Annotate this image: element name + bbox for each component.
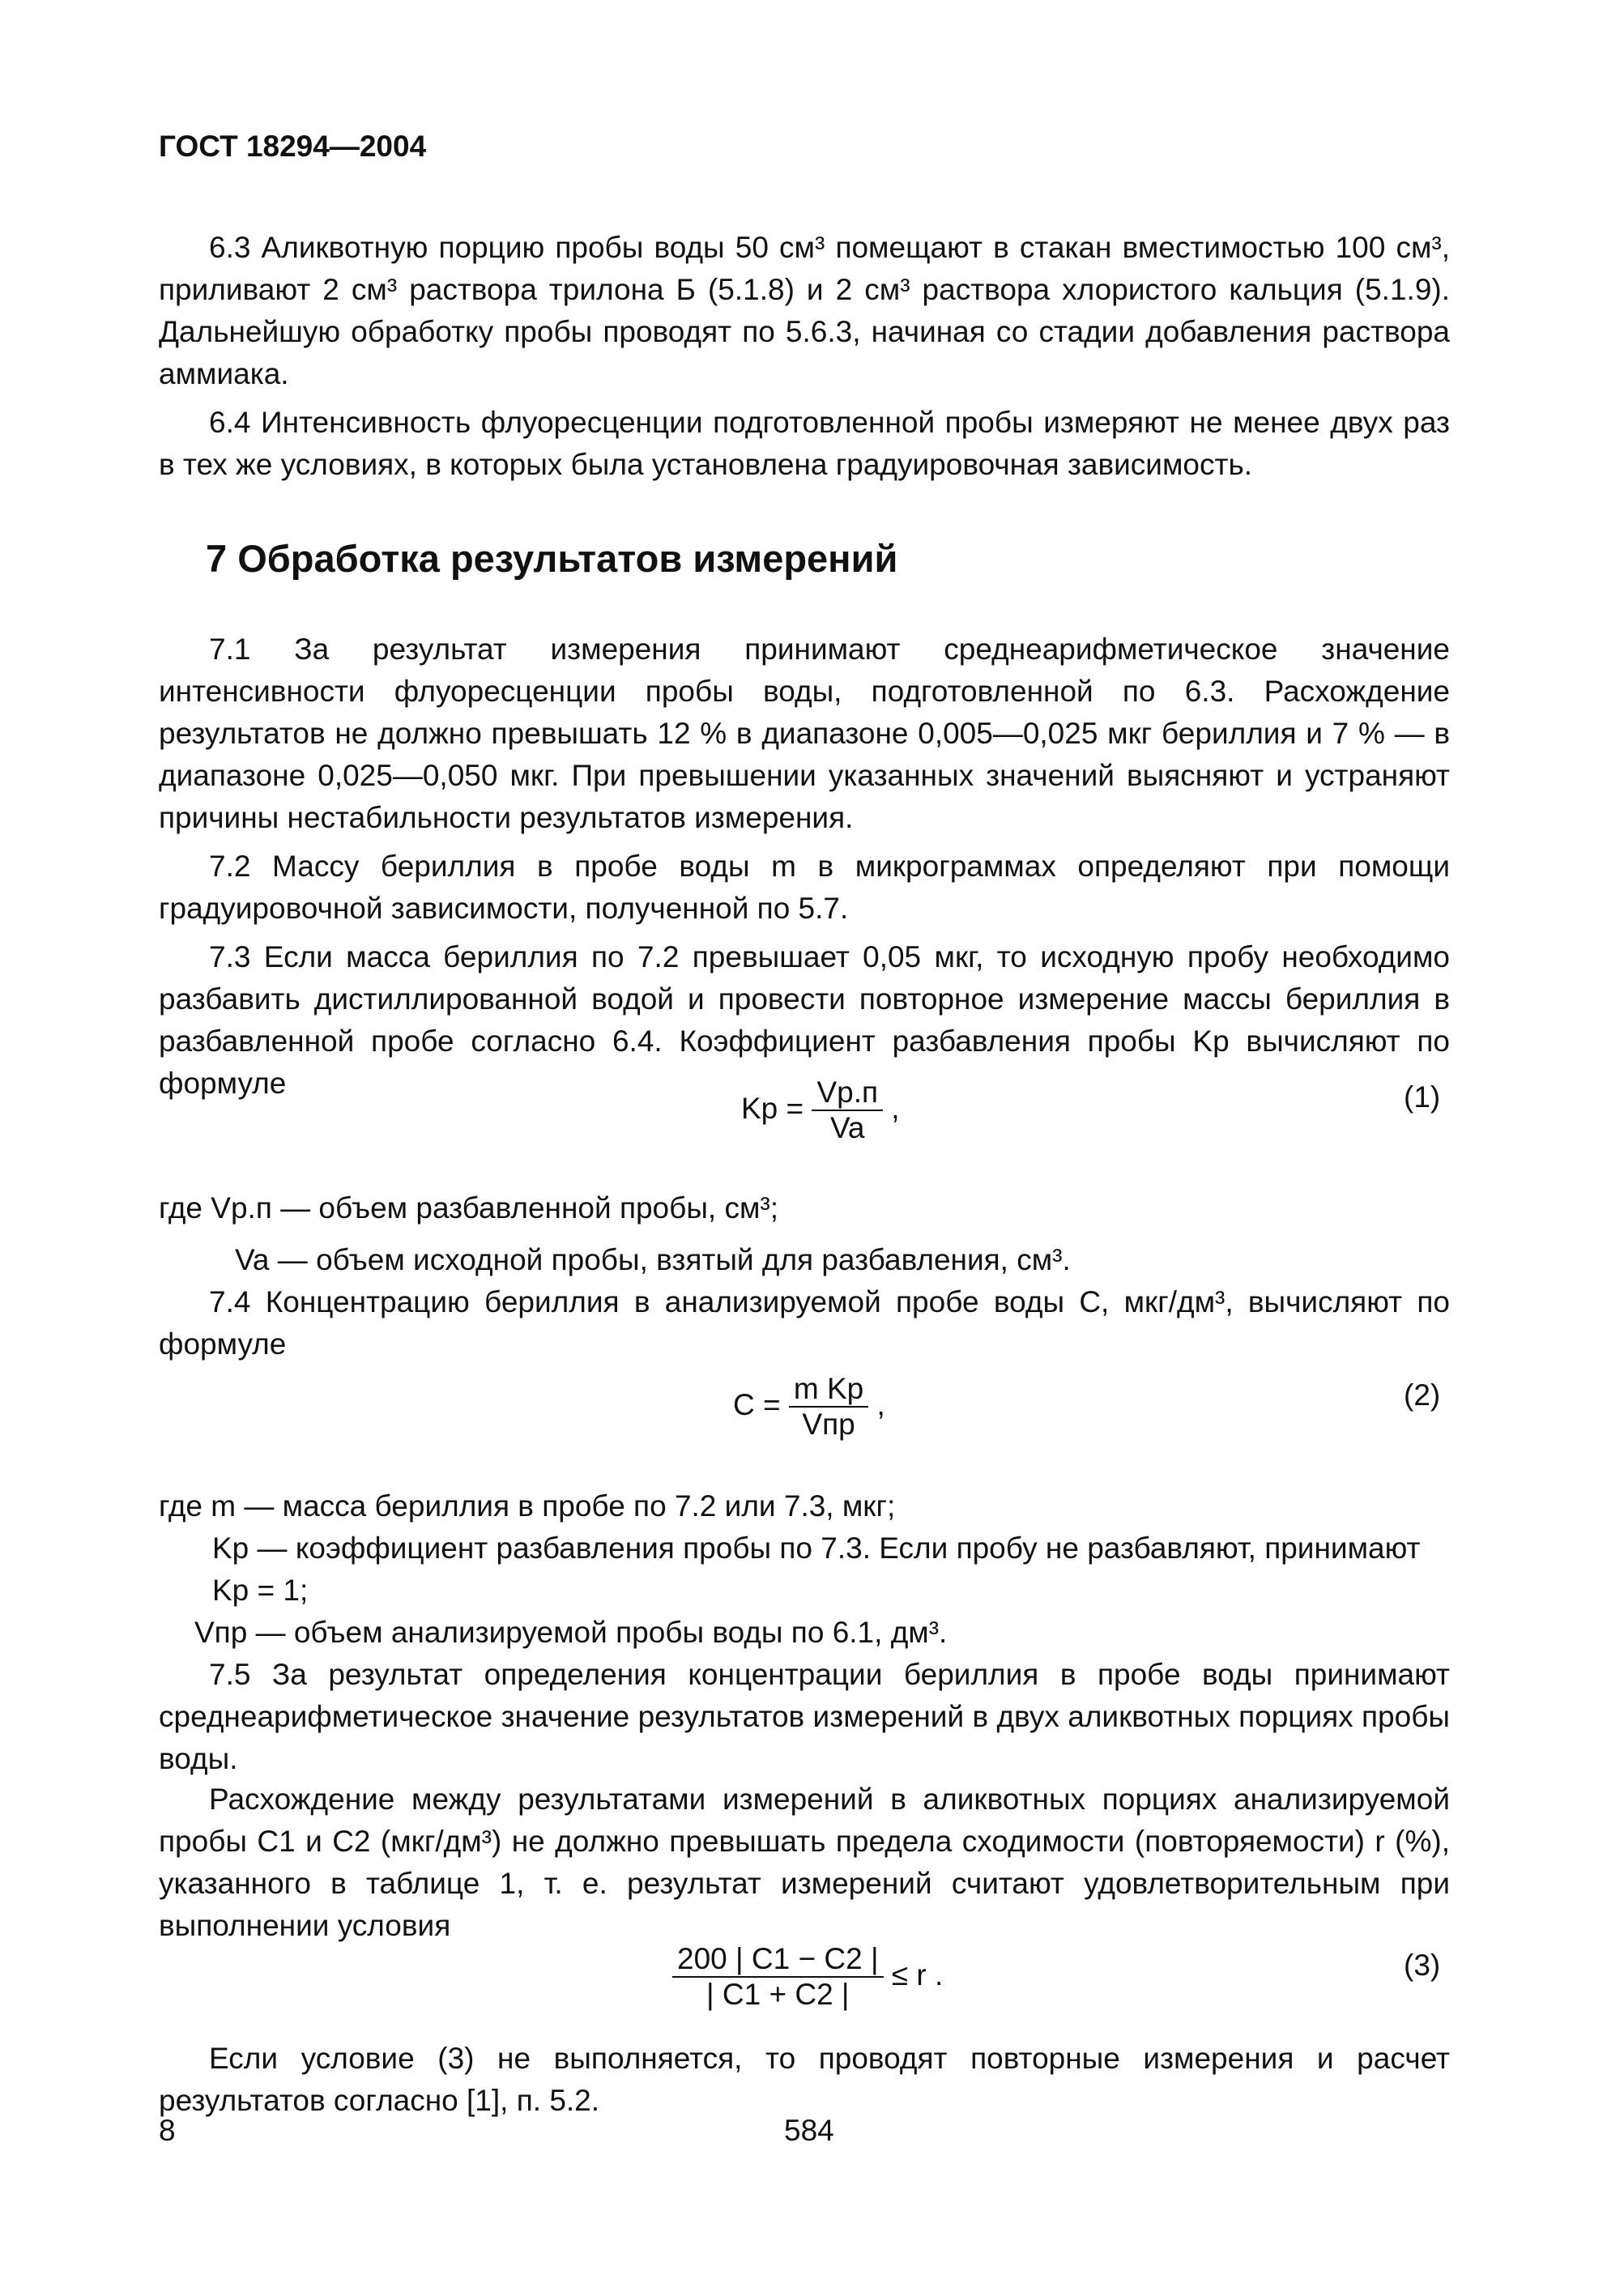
paragraph-7-3: 7.3 Если масса бериллия по 7.2 превышает 0,05 мкг, то исходную пробу необходимо разбавить дистиллированной водой и провести повторное измерение массы бериллия в разбавленной пробе согласно 6.4. Коэффициент разбавления пробы Kр вычисляют по формуле xyxy=(159,940,1450,1100)
where-1-b: Va — объем исходной пробы, взятый для разбавления, см³. xyxy=(235,1243,1071,1276)
formula-1-lhs: Kр = xyxy=(741,1091,804,1125)
section7-text xyxy=(159,628,1450,1111)
formula-3-fraction xyxy=(672,1942,884,2012)
formula-2-denominator: Vпр xyxy=(802,1408,855,1441)
where-2-c: Vпр — объем анализируемой пробы воды по 6.1, дм³. xyxy=(194,1616,948,1649)
section-7-heading: 7 Обработка результатов измерений xyxy=(206,537,898,580)
paragraph-7-1: 7.1 За результат измерения принимают среднеарифметическое значение интенсивности флуоресценции пробы воды, подготовленной по 6.3. Расхождение результатов не должно превышать 12 % в диапазоне 0,005—0,025 мкг бериллия и 7 % — в диапазоне 0,025—0,050 мкг. При превышении указанных значений выясняют и устраняют причины нестабильности результатов измерения. xyxy=(159,633,1450,834)
formula-1-fraction xyxy=(812,1076,883,1145)
paragraph-7-4: 7.4 Концентрацию бериллия в анализируемой пробе воды C, мкг/дм³, вычисляют по формуле xyxy=(159,1285,1450,1361)
formula-2-lhs: C = xyxy=(733,1387,781,1421)
page-number-left: 8 xyxy=(159,2114,176,2147)
where-2-b: Kр — коэффициент разбавления пробы по 7.3. Если пробу не разбавляют, принимают Kр = 1; xyxy=(212,1531,1421,1607)
paragraph-6-3: 6.3 Аликвотную порцию пробы воды 50 см³ помещают в стакан вместимостью 100 см³, приливают 2 см³ раствора трилона Б (5.1.8) и 2 см³ раствора хлористого кальция (5.1.9). Дальнейшую обработку пробы проводят по 5.6.3, начиная со стадии добавления раствора аммиака. xyxy=(159,231,1450,390)
equation-number-2: (2) xyxy=(1404,1378,1441,1412)
formula-2-numerator: m Kр xyxy=(789,1372,868,1408)
paragraph-7-2: 7.2 Массу бериллия в пробе воды m в микрограммах определяют при помощи градуировочной зависимости, полученной по 5.7. xyxy=(159,850,1450,925)
paragraph-6-4: 6.4 Интенсивность флуоресценции подготовленной пробы измеряют не менее двух раз в тех же условиях, в которых была установлена градуировочная зависимость. xyxy=(159,406,1450,481)
formula-2-fraction xyxy=(789,1372,868,1442)
formula-1-denominator: Va xyxy=(829,1111,865,1144)
formula-1-tail: , xyxy=(891,1091,900,1125)
equation-number-3: (3) xyxy=(1404,1949,1441,1982)
formula-3-tail: ≤ r . xyxy=(891,1957,944,1991)
formula-2 xyxy=(733,1372,885,1442)
section6-text xyxy=(159,227,1450,492)
document-code: ГОСТ 18294—2004 xyxy=(159,130,427,163)
paragraph-7-5: 7.5 За результат определения концентрации бериллия в пробе воды принимают среднеарифметическое значение результатов измерений в двух аликвотных порциях пробы воды. xyxy=(159,1658,1450,1775)
paragraph-divergence: Расхождение между результатами измерений в аликвотных порциях анализируемой пробы C1 и C2 (мкг/дм³) не должно превышать предела сходимости (повторяемости) r (%), указанного в таблице 1, т. е. результат измерений считают удовлетворительным при выполнении условия xyxy=(159,1783,1450,1942)
formula-3 xyxy=(672,1942,943,2012)
where-1-a: где Vр.п — объем разбавленной пробы, см³; xyxy=(159,1191,779,1225)
formula-2-tail: , xyxy=(876,1387,885,1421)
formula-1-numerator: Vр.п xyxy=(812,1076,883,1111)
paragraph-final: Если условие (3) не выполняется, то проводят повторные измерения и расчет результатов согласно [1], п. 5.2. xyxy=(159,2042,1450,2117)
equation-number-1: (1) xyxy=(1404,1080,1441,1114)
formula-3-numerator: 200 | C1 − C2 | xyxy=(672,1942,884,1978)
page-number-center: 584 xyxy=(784,2114,834,2147)
formula-1 xyxy=(741,1076,900,1145)
formula-3-denominator: | C1 + C2 | xyxy=(706,1978,850,2011)
where-2-a: где m — масса бериллия в пробе по 7.2 или 7.3, мкг; xyxy=(159,1489,896,1523)
